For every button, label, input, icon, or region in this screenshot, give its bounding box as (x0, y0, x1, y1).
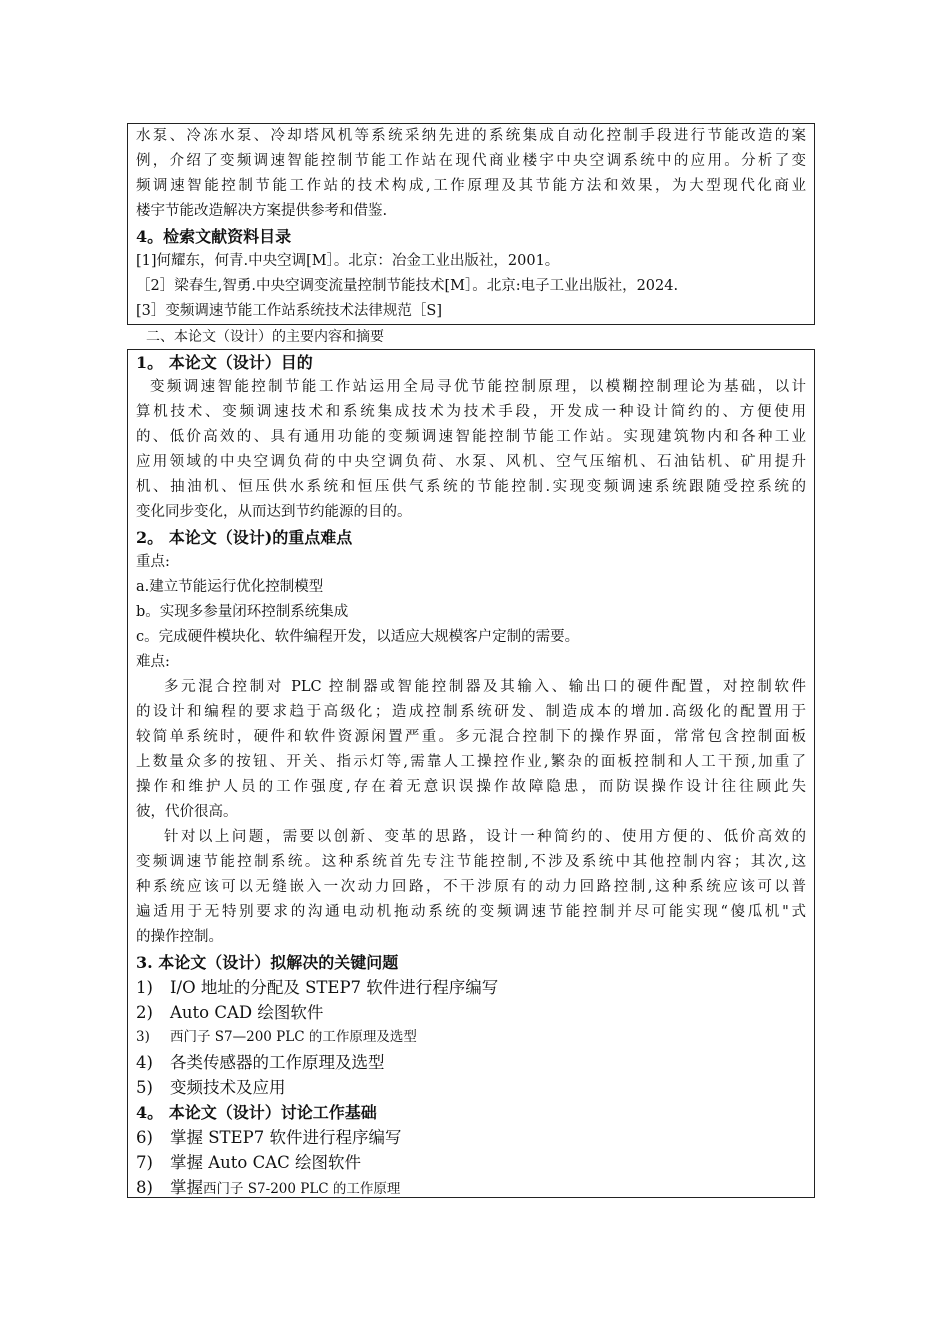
body-line: 算机技术、变频调速技术和系统集成技术为技术手段，开发成一种设计简约的、方便使用 (136, 404, 806, 420)
list-number: 4) (136, 1053, 153, 1072)
body-line: 变频调速智能控制节能工作站运用全局寻优节能控制原理，以模糊控制理论为基础，以计 (150, 379, 806, 395)
abstract-continuation-box (127, 123, 815, 325)
list-text: 变频技术及应用 (170, 1078, 286, 1097)
list-text: 西门子 S7—200 PLC 的工作原理及选型 (170, 1029, 417, 1045)
body-line: 应用领域的中央空调负荷的中央空调负荷、水泵、风机、空气压缩机、石油钻机、矿用提升 (136, 454, 806, 470)
body-line: 的设计和编程的要求趋于高级化；造成控制系统研发、制造成本的增加.高级化的配置用于 (136, 704, 806, 720)
list-item (136, 1000, 806, 1025)
list-text: 西门子 S7-200 PLC 的工作原理 (203, 1181, 401, 1197)
body-line: 彼，代价很高。 (136, 804, 238, 820)
list-item (136, 1175, 806, 1200)
list-item (136, 1025, 806, 1050)
reference-item: [1]何耀东，何青.中央空调[M］。北京：冶金工业出版社，2001。 (136, 253, 560, 269)
body-line: 较简单系统时，硬件和软件资源闲置严重。多元混合控制下的操作界面，常常包含控制面板 (136, 729, 806, 745)
list-number: 1) (136, 978, 153, 997)
list-item (136, 1150, 806, 1175)
list-number: 3) (136, 1029, 150, 1045)
purpose-heading: 1。 本论文（设计）目的 (136, 353, 313, 372)
body-line: 楼宇节能改造解决方案提供参考和借鉴. (136, 203, 388, 219)
key-problems-heading: 3. 本论文（设计）拟解决的关键问题 (136, 953, 399, 972)
list-text: Auto CAD 绘图软件 (170, 1003, 324, 1022)
body-line: 机、抽油机、恒压供水系统和恒压供气系统的节能控制.实现变频调速系统跟随受控系统的 (136, 479, 806, 495)
body-line: 变化同步变化，从而达到节约能源的目的。 (136, 504, 412, 520)
list-item (136, 1075, 806, 1100)
work-basis-heading: 4。 本论文（设计）讨论工作基础 (136, 1103, 377, 1122)
key-point-item: b。实现多参量闭环控制系统集成 (136, 604, 349, 620)
body-line: 的、低价高效的、具有通用功能的变频调速智能控制节能工作站。实现建筑物内和各种工业 (136, 429, 806, 445)
body-line: 上数量众多的按钮、开关、指示灯等,需靠人工操控作业,繁杂的面板控制和人工干预,加重了 (136, 754, 806, 770)
body-line: 变频调速节能控制系统。这种系统首先专注节能控制,不涉及系统中其他控制内容；其次,这 (136, 854, 806, 870)
list-number: 8) (136, 1178, 153, 1197)
list-text: I/O 地址的分配及 STEP7 软件进行程序编写 (170, 978, 499, 997)
list-text: 各类传感器的工作原理及选型 (170, 1053, 385, 1072)
list-item (136, 1050, 806, 1075)
body-line: 种系统应该可以无缝嵌入一次动力回路，不干涉原有的动力回路控制,这种系统应该可以普 (136, 879, 806, 895)
list-item (136, 975, 806, 1000)
reference-item: [3］变频调速节能工作站系统技术法律规范［S] (136, 303, 442, 319)
main-content-box (127, 349, 815, 1198)
list-item (136, 1125, 806, 1150)
reference-item: ［2］梁春生,智勇.中央空调变流量控制节能技术[M］。北京:电子工业出版社，2024. (136, 278, 679, 294)
body-line: 例，介绍了变频调速智能控制节能工作站在现代商业楼宇中央空调系统中的应用。分析了变 (136, 153, 806, 169)
difficulties-label: 难点: (136, 654, 170, 670)
key-point-item: a.建立节能运行优化控制模型 (136, 579, 324, 595)
body-line: 的操作控制。 (136, 929, 223, 945)
list-number: 6) (136, 1128, 153, 1147)
body-line: 多元混合控制对 PLC 控制器或智能控制器及其输入、输出口的硬件配置，对控制软件 (164, 679, 806, 695)
key-points-label: 重点: (136, 554, 170, 570)
list-number: 5) (136, 1078, 153, 1097)
body-line: 针对以上问题，需要以创新、变革的思路，设计一种简约的、使用方便的、低价高效的 (164, 829, 806, 845)
list-number: 2) (136, 1003, 153, 1022)
key-point-item: c。完成硬件模块化、软件编程开发，以适应大规模客户定制的需要。 (136, 629, 580, 645)
list-text: 掌握 Auto CAC 绘图软件 (170, 1153, 362, 1172)
list-text: 掌握 STEP7 软件进行程序编写 (170, 1128, 402, 1147)
body-line: 遍适用于无特别要求的沟通电动机拖动系统的变频调速节能控制并尽可能实现“傻瓜机"式 (136, 904, 806, 920)
list-number: 7) (136, 1153, 153, 1172)
body-line: 操作和维护人员的工作强度,存在着无意识误操作故障隐患，而防误操作设计往往顾此失 (136, 779, 806, 795)
section-title: 二、本论文（设计）的主要内容和摘要 (146, 329, 384, 345)
body-line: 水泵、冷冻水泵、冷却塔风机等系统采纳先进的系统集成自动化控制手段进行节能改造的案 (136, 128, 806, 144)
list-text: 掌握 (170, 1178, 203, 1197)
body-line: 频调速智能控制节能工作站的技术构成,工作原理及其节能方法和效果，为大型现代化商业 (136, 178, 806, 194)
references-heading: 4。检索文献资料目录 (136, 227, 292, 246)
key-points-heading: 2。 本论文（设计)的重点难点 (136, 528, 353, 547)
